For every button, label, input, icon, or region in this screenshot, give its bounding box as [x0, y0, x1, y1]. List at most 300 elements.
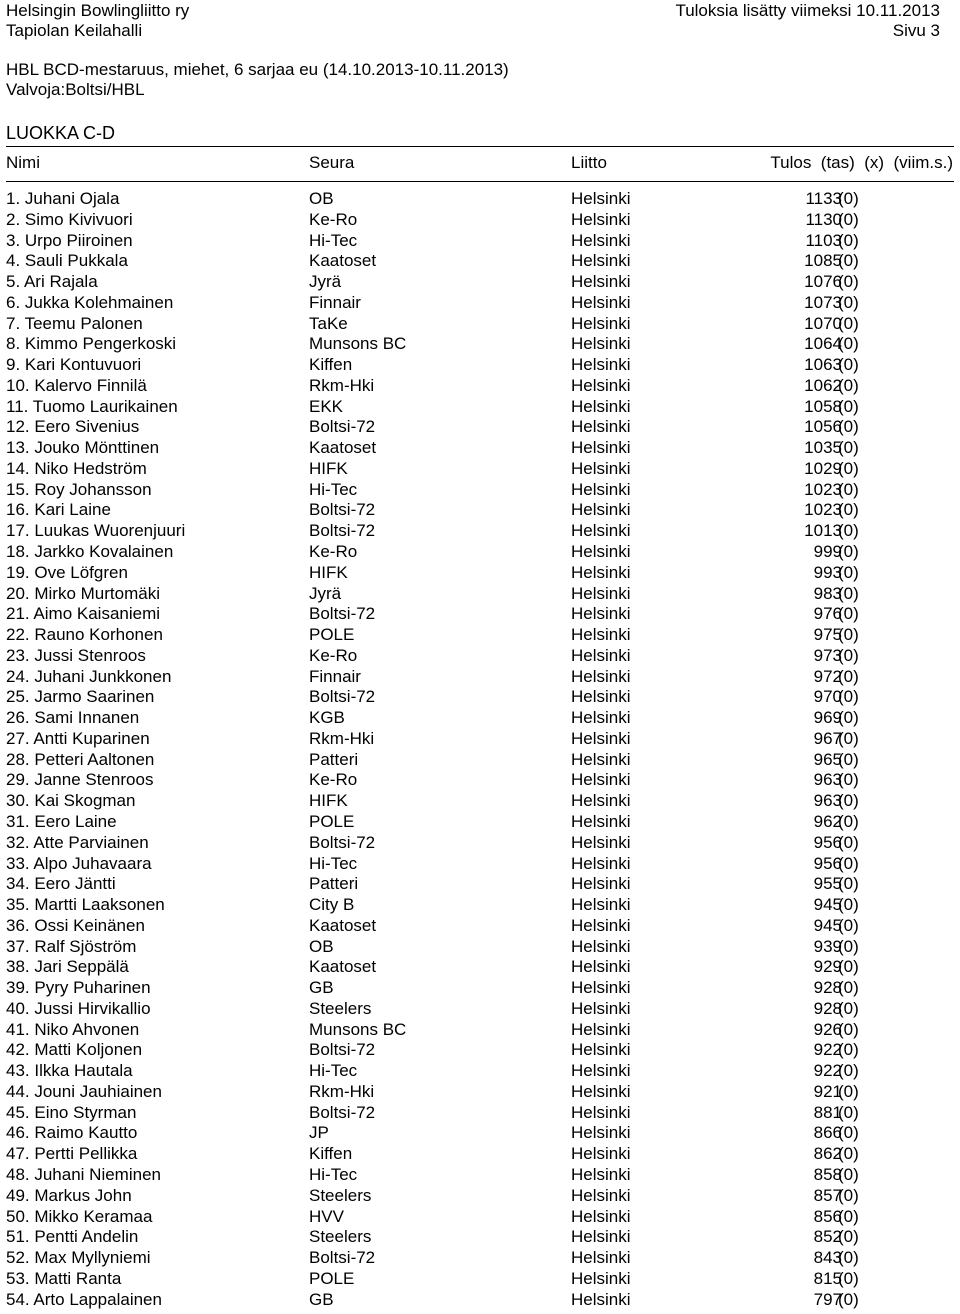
score: 866 — [813, 1123, 842, 1143]
extra-value: (0) — [838, 1289, 859, 1309]
score: 993 — [813, 562, 842, 582]
player-name: 51. Pentti Andelin — [6, 1227, 139, 1247]
score: 962 — [813, 811, 842, 831]
extra-value: (0) — [838, 832, 859, 852]
score: 1133 — [805, 189, 842, 208]
club-name: HIFK — [309, 562, 348, 582]
club-name: Kaatoset — [309, 251, 377, 271]
league-name: Helsinki — [571, 832, 631, 852]
score: 862 — [813, 1144, 842, 1164]
extra-value: (0) — [838, 521, 859, 541]
table-row — [0, 916, 960, 937]
table-row — [0, 563, 960, 584]
extra-value: (0) — [838, 1019, 859, 1039]
club-name: Boltsi-72 — [309, 687, 376, 707]
table-row — [0, 625, 960, 646]
league-name: Helsinki — [571, 417, 631, 437]
score: 858 — [813, 1164, 842, 1184]
extra-value: (0) — [838, 272, 859, 292]
score: 843 — [813, 1248, 842, 1268]
league-name: Helsinki — [571, 978, 631, 998]
league-name: Helsinki — [571, 313, 631, 333]
score: 922 — [813, 1061, 842, 1081]
table-row — [0, 729, 960, 750]
club-name: City B — [309, 895, 355, 915]
player-name: 2. Simo Kivivuori — [6, 209, 133, 229]
score: 963 — [813, 770, 842, 790]
score: 1076 — [804, 272, 842, 292]
league-name: Helsinki — [571, 853, 631, 873]
league-name: Helsinki — [571, 645, 631, 665]
extra-value: (0) — [838, 500, 859, 520]
extra-value: (0) — [838, 998, 859, 1018]
player-name: 34. Eero Jäntti — [6, 874, 116, 894]
score: 1103 — [805, 230, 842, 250]
player-name: 52. Max Myllyniemi — [6, 1248, 151, 1268]
player-name: 47. Pertti Pellikka — [6, 1144, 138, 1164]
extra-value: (0) — [838, 957, 859, 977]
column-header-name: Nimi — [6, 153, 40, 172]
score: 1035 — [804, 438, 842, 458]
league-name: Helsinki — [571, 542, 631, 562]
extra-value: (0) — [838, 189, 859, 208]
extra-value: (0) — [838, 708, 859, 728]
score: 976 — [813, 604, 842, 624]
table-row — [0, 417, 960, 438]
score: 921 — [813, 1081, 842, 1101]
league-name: Helsinki — [571, 1081, 631, 1101]
score: 1073 — [804, 292, 842, 312]
league-name: Helsinki — [571, 521, 631, 541]
extra-value: (0) — [838, 645, 859, 665]
league-name: Helsinki — [571, 728, 631, 748]
player-name: 3. Urpo Piiroinen — [6, 230, 133, 250]
table-row — [0, 355, 960, 376]
extra-value: (0) — [838, 1248, 859, 1268]
club-name: Steelers — [309, 1227, 372, 1247]
table-row — [0, 1061, 960, 1082]
league-name: Helsinki — [571, 687, 631, 707]
league-name: Helsinki — [571, 1040, 631, 1060]
club-name: Boltsi-72 — [309, 604, 376, 624]
extra-value: (0) — [838, 687, 859, 707]
score: 945 — [813, 895, 842, 915]
table-row — [0, 231, 960, 252]
club-name: Kaatoset — [309, 957, 377, 977]
score: 881 — [813, 1102, 842, 1122]
club-name: HIFK — [309, 458, 348, 478]
score: 856 — [813, 1206, 842, 1226]
club-name: Jyrä — [309, 272, 342, 292]
club-name: JP — [309, 1123, 329, 1143]
club-name: Patteri — [309, 874, 359, 894]
player-name: 53. Matti Ranta — [6, 1268, 122, 1288]
table-row — [0, 1207, 960, 1228]
league-name: Helsinki — [571, 375, 631, 395]
score: 928 — [813, 998, 842, 1018]
player-name: 49. Markus John — [6, 1185, 132, 1205]
player-name: 10. Kalervo Finnilä — [6, 375, 147, 395]
league-name: Helsinki — [571, 500, 631, 520]
extra-value: (0) — [838, 479, 859, 499]
extra-value: (0) — [838, 355, 859, 375]
player-name: 18. Jarkko Kovalainen — [6, 542, 174, 562]
player-name: 41. Niko Ahvonen — [6, 1019, 140, 1039]
extra-value: (0) — [838, 334, 859, 354]
column-header-club: Seura — [309, 153, 355, 172]
table-row — [0, 397, 960, 418]
score: 970 — [813, 687, 842, 707]
club-name: Ke-Ro — [309, 645, 358, 665]
club-name: Kiffen — [309, 355, 353, 375]
table-row — [0, 1165, 960, 1186]
league-name: Helsinki — [571, 957, 631, 977]
league-name: Helsinki — [571, 272, 631, 292]
club-name: GB — [309, 978, 334, 998]
score: 857 — [813, 1185, 842, 1205]
table-row — [0, 874, 960, 895]
score: 1023 — [804, 479, 842, 499]
extra-value: (0) — [838, 438, 859, 458]
league-name: Helsinki — [571, 708, 631, 728]
extra-value: (0) — [838, 874, 859, 894]
club-name: Ke-Ro — [309, 209, 358, 229]
table-row — [0, 334, 960, 355]
club-name: Boltsi-72 — [309, 521, 376, 541]
score: 956 — [813, 853, 842, 873]
score: 1085 — [804, 251, 842, 271]
player-name: 36. Ossi Keinänen — [6, 915, 145, 935]
table-row — [0, 251, 960, 272]
extra-value: (0) — [838, 978, 859, 998]
league-name: Helsinki — [571, 1248, 631, 1268]
table-row — [0, 1040, 960, 1061]
league-name: Helsinki — [571, 666, 631, 686]
player-name: 21. Aimo Kaisaniemi — [6, 604, 161, 624]
club-name: Boltsi-72 — [309, 1248, 376, 1268]
extra-value: (0) — [838, 209, 859, 229]
extra-value: (0) — [838, 1206, 859, 1226]
club-name: Kaatoset — [309, 915, 377, 935]
extra-value: (0) — [838, 230, 859, 250]
player-name: 23. Jussi Stenroos — [6, 645, 146, 665]
player-name: 45. Eino Styrman — [6, 1102, 137, 1122]
table-row — [0, 667, 960, 688]
player-name: 25. Jarmo Saarinen — [6, 687, 155, 707]
score: 815 — [813, 1268, 842, 1288]
league-name: Helsinki — [571, 458, 631, 478]
score: 969 — [813, 708, 842, 728]
extra-value: (0) — [838, 625, 859, 645]
club-name: Boltsi-72 — [309, 1102, 376, 1122]
league-name: Helsinki — [571, 1061, 631, 1081]
player-name: 14. Niko Hedström — [6, 458, 147, 478]
extra-value: (0) — [838, 417, 859, 437]
score: 967 — [813, 728, 842, 748]
score: 1023 — [804, 500, 842, 520]
player-name: 33. Alpo Juhavaara — [6, 853, 152, 873]
club-name: HVV — [309, 1206, 344, 1226]
extra-value: (0) — [838, 1227, 859, 1247]
score: 797 — [813, 1289, 842, 1309]
league-name: Helsinki — [571, 1289, 631, 1309]
league-name: Helsinki — [571, 438, 631, 458]
player-name: 27. Antti Kuparinen — [6, 728, 150, 748]
header-top-rule — [6, 146, 954, 147]
club-name: Munsons BC — [309, 334, 407, 354]
club-name: Kiffen — [309, 1144, 353, 1164]
player-name: 26. Sami Innanen — [6, 708, 140, 728]
club-name: Steelers — [309, 1185, 372, 1205]
league-name: Helsinki — [571, 936, 631, 956]
table-row — [0, 770, 960, 791]
club-name: Steelers — [309, 998, 372, 1018]
score: 972 — [813, 666, 842, 686]
league-name: Helsinki — [571, 1019, 631, 1039]
player-name: 22. Rauno Korhonen — [6, 625, 163, 645]
league-name: Helsinki — [571, 998, 631, 1018]
league-name: Helsinki — [571, 1268, 631, 1288]
score: 852 — [813, 1227, 842, 1247]
league-name: Helsinki — [571, 1102, 631, 1122]
extra-value: (0) — [838, 1144, 859, 1164]
table-row — [0, 1082, 960, 1103]
extra-value: (0) — [838, 853, 859, 873]
score: 975 — [813, 625, 842, 645]
venue-name: Tapiolan Keilahalli — [6, 21, 143, 40]
table-row — [0, 791, 960, 812]
player-name: 7. Teemu Palonen — [6, 313, 143, 333]
score: 999 — [813, 542, 842, 562]
score: 945 — [813, 915, 842, 935]
club-name: GB — [309, 1289, 334, 1309]
player-name: 11. Tuomo Laurikainen — [6, 396, 178, 416]
player-name: 40. Jussi Hirvikallio — [6, 998, 151, 1018]
club-name: Rkm-Hki — [309, 728, 375, 748]
extra-value: (0) — [838, 811, 859, 831]
extra-value: (0) — [838, 728, 859, 748]
player-name: 37. Ralf Sjöström — [6, 936, 137, 956]
score: 928 — [813, 978, 842, 998]
player-name: 8. Kimmo Pengerkoski — [6, 334, 177, 354]
club-name: EKK — [309, 396, 344, 416]
player-name: 46. Raimo Kautto — [6, 1123, 138, 1143]
player-name: 4. Sauli Pukkala — [6, 251, 128, 271]
club-name: Rkm-Hki — [309, 1081, 375, 1101]
extra-value: (0) — [838, 396, 859, 416]
player-name: 16. Kari Laine — [6, 500, 111, 520]
player-name: 28. Petteri Aaltonen — [6, 749, 155, 769]
table-row — [0, 1290, 960, 1311]
table-row — [0, 376, 960, 397]
club-name: Ke-Ro — [309, 542, 358, 562]
player-name: 9. Kari Kontuvuori — [6, 355, 142, 375]
extra-value: (0) — [838, 1102, 859, 1122]
league-name: Helsinki — [571, 355, 631, 375]
league-name: Helsinki — [571, 583, 631, 603]
results-table — [0, 189, 960, 1310]
player-name: 31. Eero Laine — [6, 811, 117, 831]
table-row — [0, 1020, 960, 1041]
league-name: Helsinki — [571, 625, 631, 645]
extra-value: (0) — [838, 292, 859, 312]
table-row — [0, 708, 960, 729]
score: 929 — [813, 957, 842, 977]
extra-value: (0) — [838, 583, 859, 603]
page-number: Sivu 3 — [892, 21, 940, 40]
league-name: Helsinki — [571, 770, 631, 790]
extra-value: (0) — [838, 458, 859, 478]
score: 1063 — [804, 355, 842, 375]
score: 1029 — [804, 458, 842, 478]
extra-value: (0) — [838, 604, 859, 624]
player-name: 29. Janne Stenroos — [6, 770, 154, 790]
table-row — [0, 854, 960, 875]
extra-value: (0) — [838, 936, 859, 956]
organization-name: Helsingin Bowlingliitto ry — [6, 1, 190, 20]
club-name: Boltsi-72 — [309, 500, 376, 520]
club-name: OB — [309, 189, 334, 208]
league-name: Helsinki — [571, 230, 631, 250]
club-name: Patteri — [309, 749, 359, 769]
league-name: Helsinki — [571, 895, 631, 915]
table-row — [0, 500, 960, 521]
table-row — [0, 1186, 960, 1207]
club-name: Kaatoset — [309, 438, 377, 458]
player-name: 38. Jari Seppälä — [6, 957, 129, 977]
club-name: POLE — [309, 811, 355, 831]
league-name: Helsinki — [571, 604, 631, 624]
league-name: Helsinki — [571, 1164, 631, 1184]
club-name: POLE — [309, 625, 355, 645]
player-name: 13. Jouko Mönttinen — [6, 438, 160, 458]
event-title: HBL BCD-mestaruus, miehet, 6 sarjaa eu (14.10.2013-10.11.2013) — [6, 60, 509, 79]
table-row — [0, 604, 960, 625]
table-row — [0, 895, 960, 916]
club-name: HIFK — [309, 791, 348, 811]
extra-value: (0) — [838, 375, 859, 395]
player-name: 39. Pyry Puharinen — [6, 978, 151, 998]
table-row — [0, 584, 960, 605]
club-name: Jyrä — [309, 583, 342, 603]
extra-value: (0) — [838, 1040, 859, 1060]
league-name: Helsinki — [571, 1206, 631, 1226]
table-row — [0, 438, 960, 459]
club-name: Hi-Tec — [309, 479, 358, 499]
column-header-result: Tulos (tas) (x) (viim.s.) — [770, 153, 953, 172]
league-name: Helsinki — [571, 209, 631, 229]
score: 922 — [813, 1040, 842, 1060]
league-name: Helsinki — [571, 791, 631, 811]
table-row — [0, 957, 960, 978]
league-name: Helsinki — [571, 396, 631, 416]
table-row — [0, 542, 960, 563]
table-row — [0, 687, 960, 708]
player-name: 54. Arto Lappalainen — [6, 1289, 162, 1309]
club-name: Hi-Tec — [309, 230, 358, 250]
league-name: Helsinki — [571, 562, 631, 582]
league-name: Helsinki — [571, 1144, 631, 1164]
club-name: Finnair — [309, 666, 361, 686]
player-name: 42. Matti Koljonen — [6, 1040, 143, 1060]
club-name: Munsons BC — [309, 1019, 407, 1039]
player-name: 6. Jukka Kolehmainen — [6, 292, 174, 312]
player-name: 20. Mirko Murtomäki — [6, 583, 160, 603]
player-name: 5. Ari Rajala — [6, 272, 98, 292]
extra-value: (0) — [838, 1061, 859, 1081]
supervisor: Valvoja:Boltsi/HBL — [6, 80, 145, 99]
extra-value: (0) — [838, 1081, 859, 1101]
table-row — [0, 833, 960, 854]
extra-value: (0) — [838, 915, 859, 935]
table-row — [0, 812, 960, 833]
league-name: Helsinki — [571, 749, 631, 769]
table-row — [0, 999, 960, 1020]
club-name: OB — [309, 936, 334, 956]
league-name: Helsinki — [571, 1227, 631, 1247]
last-updated: Tuloksia lisätty viimeksi 10.11.2013 — [675, 1, 940, 20]
score: 939 — [813, 936, 842, 956]
table-row — [0, 272, 960, 293]
player-name: 12. Eero Sivenius — [6, 417, 140, 437]
extra-value: (0) — [838, 749, 859, 769]
player-name: 50. Mikko Keramaa — [6, 1206, 153, 1226]
table-row — [0, 978, 960, 999]
extra-value: (0) — [838, 1123, 859, 1143]
score: 956 — [813, 832, 842, 852]
league-name: Helsinki — [571, 334, 631, 354]
class-title: LUOKKA C-D — [6, 123, 116, 143]
extra-value: (0) — [838, 313, 859, 333]
player-name: 35. Martti Laaksonen — [6, 895, 165, 915]
table-row — [0, 750, 960, 771]
club-name: Boltsi-72 — [309, 417, 376, 437]
score: 1056 — [804, 417, 842, 437]
player-name: 24. Juhani Junkkonen — [6, 666, 172, 686]
table-row — [0, 459, 960, 480]
extra-value: (0) — [838, 1164, 859, 1184]
league-name: Helsinki — [571, 1185, 631, 1205]
table-row — [0, 189, 960, 210]
table-row — [0, 646, 960, 667]
player-name: 32. Atte Parviainen — [6, 832, 149, 852]
club-name: Hi-Tec — [309, 1061, 358, 1081]
table-row — [0, 1144, 960, 1165]
table-row — [0, 937, 960, 958]
table-row — [0, 1227, 960, 1248]
score: 965 — [813, 749, 842, 769]
league-name: Helsinki — [571, 189, 631, 208]
table-row — [0, 210, 960, 231]
header-bottom-rule — [6, 181, 954, 182]
league-name: Helsinki — [571, 915, 631, 935]
league-name: Helsinki — [571, 479, 631, 499]
league-name: Helsinki — [571, 811, 631, 831]
player-name: 48. Juhani Nieminen — [6, 1164, 161, 1184]
extra-value: (0) — [838, 1268, 859, 1288]
club-name: Hi-Tec — [309, 853, 358, 873]
score: 963 — [813, 791, 842, 811]
league-name: Helsinki — [571, 874, 631, 894]
extra-value: (0) — [838, 251, 859, 271]
club-name: POLE — [309, 1268, 355, 1288]
table-row — [0, 293, 960, 314]
player-name: 15. Roy Johansson — [6, 479, 152, 499]
score: 1070 — [804, 313, 842, 333]
player-name: 17. Luukas Wuorenjuuri — [6, 521, 186, 541]
column-header-league: Liitto — [571, 153, 607, 172]
club-name: Boltsi-72 — [309, 1040, 376, 1060]
